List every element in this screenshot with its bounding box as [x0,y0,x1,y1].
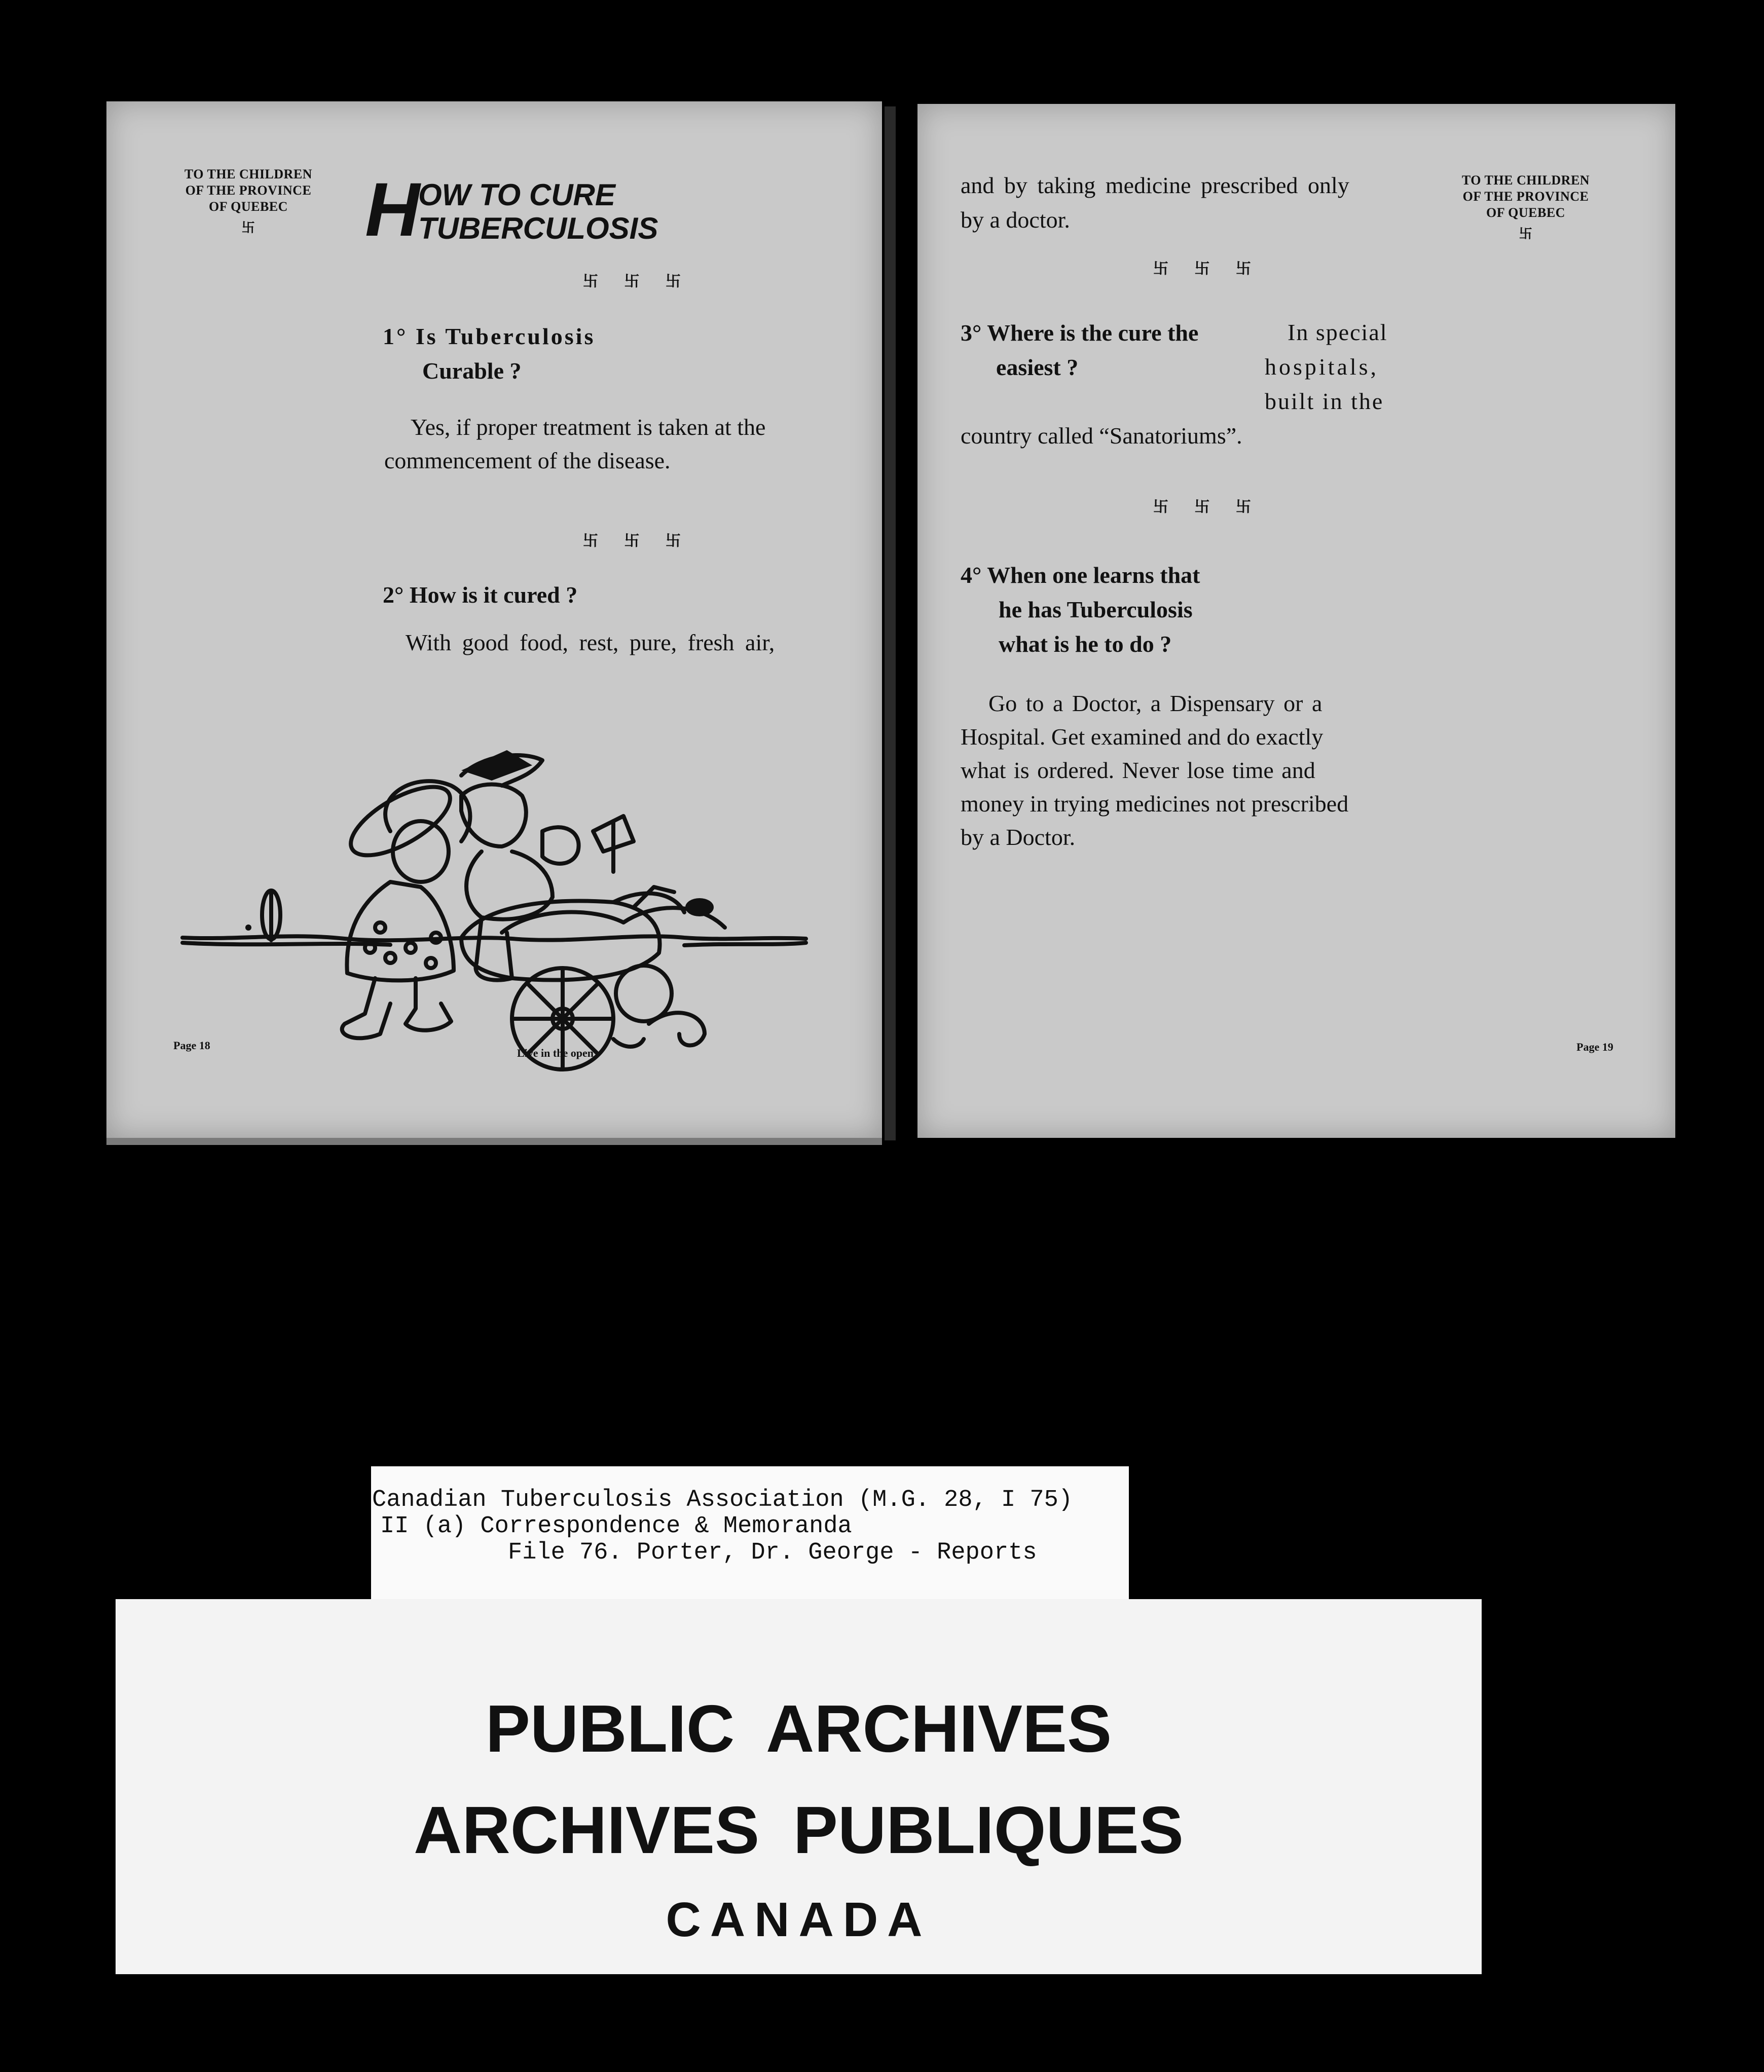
archive-card [116,1599,1482,1974]
answer-4-line-1: Go to a Doctor, a Dispensary or a [988,690,1322,716]
file-label [371,1466,1129,1611]
file-label-line-1: Canadian Tuberculosis Association (M.G. 28, I 75) [372,1487,1073,1513]
page-edge [106,1138,882,1145]
corner-note-line: OF QUEBEC [1486,205,1565,220]
answer-3-line-2: hospitals, [1265,354,1379,380]
separator-mark: 卐 卐 卐 [583,533,692,549]
title-initial: H [365,167,420,252]
corner-note-line: OF QUEBEC [209,199,288,214]
answer-1-line-1: Yes, if proper treatment is taken at the [411,414,766,440]
separator-mark: 卐 卐 卐 [1153,499,1262,515]
answer-2-line-1: With good food, rest, pure, fresh air, [406,630,775,655]
answer-4-line-3: what is ordered. Never lose time and [961,757,1315,783]
answer-4-line-5: by a Doctor. [961,824,1076,850]
page-number: Page 19 [1576,1041,1613,1053]
corner-note [172,166,324,236]
question-3-line-1: 3° Where is the cure the [961,320,1199,346]
title-line-1: OW TO CURE [418,178,615,212]
answer-2-continued-line-2: by a doctor. [961,207,1070,233]
corner-note-line: TO THE CHILDREN [1461,173,1590,188]
separator-mark: 卐 卐 卐 [1153,261,1262,277]
title-line-2: TUBERCULOSIS [418,211,658,245]
corner-note-line: TO THE CHILDREN [184,167,313,181]
file-label-line-3: File 76. Porter, Dr. George - Reports [508,1539,1037,1566]
corner-note-line: OF THE PROVINCE [1462,189,1589,204]
illustration-caption: Live in the open [517,1047,594,1059]
answer-3-line-3: built in the [1265,388,1384,414]
separator-mark: 卐 卐 卐 [583,273,692,290]
archive-line-3: CANADA [666,1893,932,1947]
question-4-line-1: 4° When one learns that [961,562,1200,588]
right-page [917,104,1675,1138]
book-spine [885,106,896,1140]
question-1-line-2: Curable ? [422,358,522,384]
answer-3-line-4: country called “Sanatoriums”. [961,423,1242,449]
question-2: 2° How is it cured ? [383,582,578,608]
left-page [106,101,882,1138]
answer-1-line-2: commencement of the disease. [384,448,671,473]
corner-note [1450,172,1602,242]
answer-4-line-2: Hospital. Get examined and do exactly [961,724,1324,750]
corner-note-line: OF THE PROVINCE [185,183,312,198]
answer-4-line-4: money in trying medicines not prescribed [961,791,1349,817]
answer-3-line-1: In special [1288,319,1388,345]
question-1-line-1: 1° Is Tuberculosis [383,323,596,349]
answer-2-continued-line-1: and by taking medicine prescribed only [961,172,1349,198]
corner-mark: 卐 [1519,227,1533,241]
page-title [365,167,750,253]
children-with-pram-illustration [177,740,826,1115]
archive-line-2: ARCHIVES PUBLIQUES [414,1793,1184,1867]
question-4-line-2: he has Tuberculosis [999,597,1193,622]
question-3-line-2: easiest ? [996,354,1079,380]
page-number: Page 18 [173,1039,210,1052]
question-4-line-3: what is he to do ? [999,631,1172,657]
file-label-line-2: II (a) Correspondence & Memoranda [380,1513,852,1540]
archive-line-1: PUBLIC ARCHIVES [485,1691,1112,1766]
corner-mark: 卐 [241,220,255,235]
